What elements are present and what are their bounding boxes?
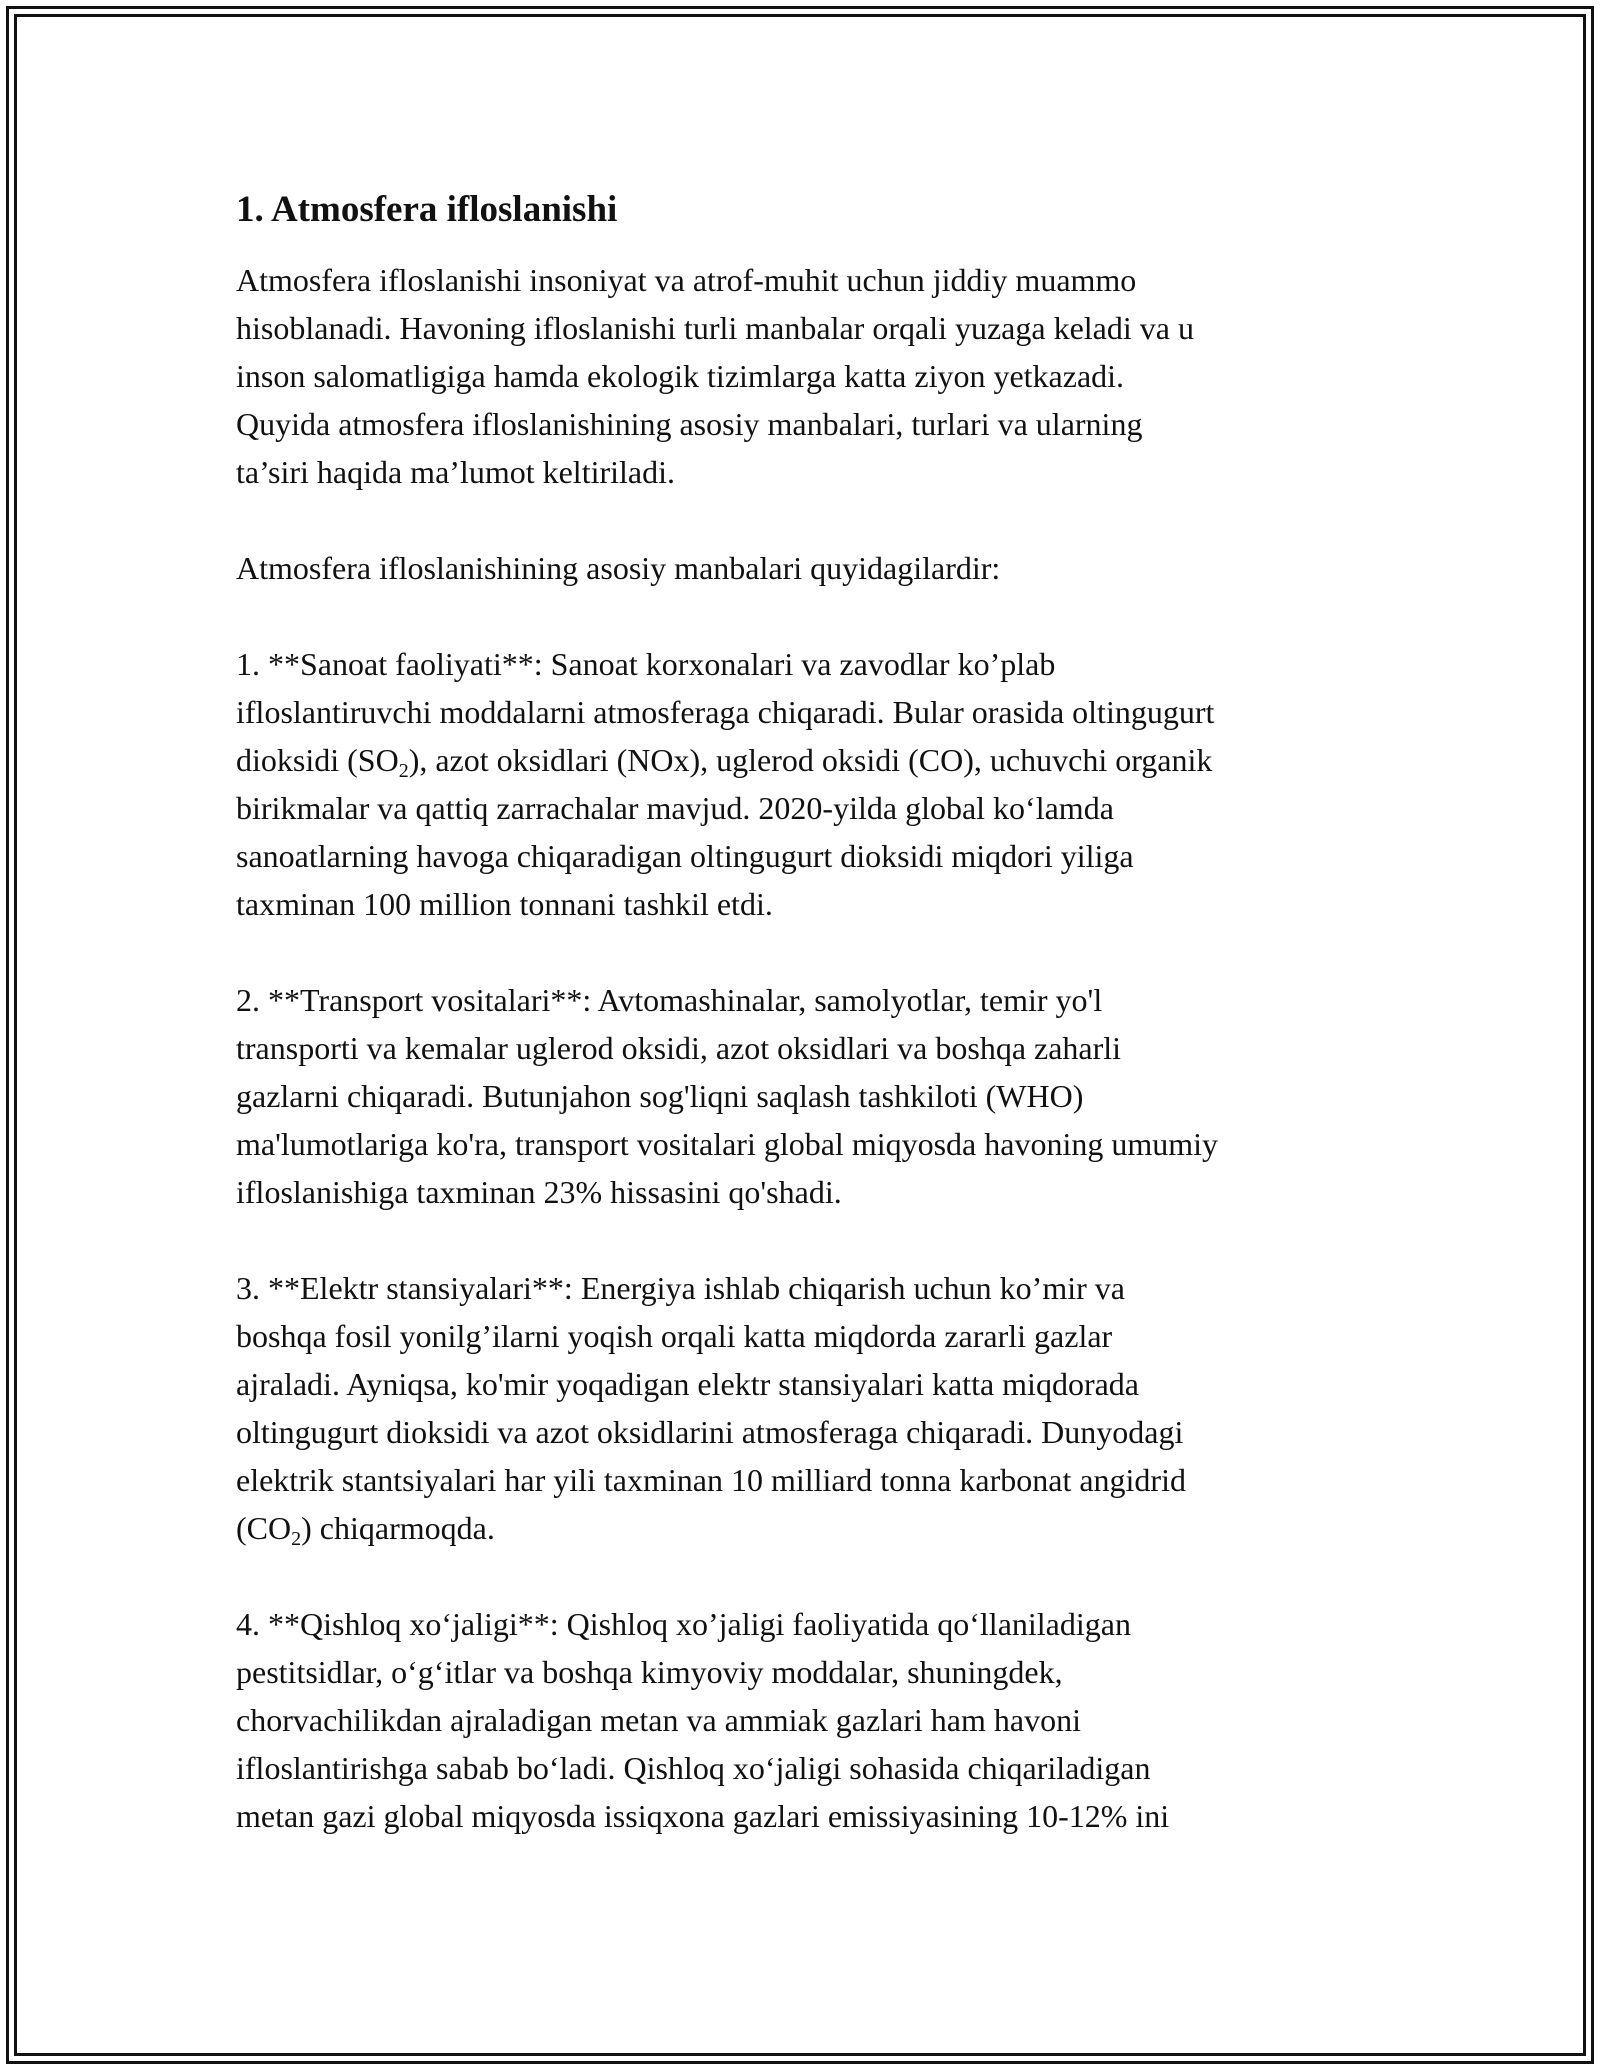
text-line: boshqa fosil yonilg’ilarni yoqish orqali katta miqdorda zararli gazlar [236, 1318, 1113, 1354]
text-line: hisoblanadi. Havoning ifloslanishi turli manbalar orqali yuzaga keladi va u [236, 310, 1194, 346]
text-line: ifloslanishiga taxminan 23% hissasini qo'shadi. [236, 1174, 842, 1210]
text-line: ifloslantiruvchi moddalarni atmosferaga chiqaradi. Bular orasida oltingugurt [236, 694, 1215, 730]
text-line: 4. **Qishloq xo‘jaligi**: Qishloq xo’jaligi faoliyatida qo‘llaniladigan [236, 1606, 1131, 1642]
text-line: transporti va kemalar uglerod oksidi, azot oksidlari va boshqa zaharli [236, 1030, 1122, 1066]
document-body [236, 186, 1366, 1888]
text-line: 2. **Transport vositalari**: Avtomashinalar, samolyotlar, temir yo'l [236, 982, 1103, 1018]
text-line: taxminan 100 million tonnani tashkil etdi. [236, 886, 773, 922]
text-fragment: ), azot oksidlari (NOx), uglerod oksidi (CO), uchuvchi organik [408, 742, 1213, 778]
list-item-industry [236, 640, 1366, 928]
text-line: Quyida atmosfera ifloslanishining asosiy manbalari, turlari va ularning [236, 406, 1143, 442]
text-line: metan gazi global miqyosda issiqxona gazlari emissiyasining 10-12% ini [236, 1798, 1170, 1834]
text-line: 1. **Sanoat faoliyati**: Sanoat korxonalari va zavodlar ko’plab [236, 646, 1056, 682]
text-line [236, 736, 1366, 784]
text-line: Atmosfera ifloslanishining asosiy manbalari quyidagilardir: [236, 550, 1001, 586]
text-line: ajraladi. Ayniqsa, ko'mir yoqadigan elektr stansiyalari katta miqdorada [236, 1366, 1139, 1402]
list-item-transport [236, 976, 1366, 1216]
subscript: 2 [291, 1528, 302, 1550]
text-line: ifloslantirishga sabab bo‘ladi. Qishloq xo‘jaligi sohasida chiqariladigan [236, 1750, 1151, 1786]
text-fragment: (CO [236, 1510, 292, 1546]
text-line: Atmosfera ifloslanishi insoniyat va atrof-muhit uchun jiddiy muammo [236, 262, 1137, 298]
text-line: chorvachilikdan ajraladigan metan va ammiak gazlari ham havoni [236, 1702, 1081, 1738]
sources-intro-paragraph [236, 544, 1366, 592]
text-line: elektrik stantsiyalari har yili taxminan 10 milliard tonna karbonat angidrid [236, 1462, 1186, 1498]
text-line: oltingugurt dioksidi va azot oksidlarini atmosferaga chiqaradi. Dunyodagi [236, 1414, 1184, 1450]
subscript: 2 [398, 760, 409, 782]
text-line [236, 1504, 1366, 1552]
text-fragment: dioksidi (SO [236, 742, 399, 778]
text-line: inson salomatligiga hamda ekologik tizimlarga katta ziyon yetkazadi. [236, 358, 1125, 394]
list-item-agriculture [236, 1600, 1366, 1840]
text-line: ta’siri haqida ma’lumot keltiriladi. [236, 454, 675, 490]
list-item-power-plants [236, 1264, 1366, 1552]
intro-paragraph [236, 256, 1366, 496]
text-line: ma'lumotlariga ko'ra, transport vositalari global miqyosda havoning umumiy [236, 1126, 1219, 1162]
section-heading: 1. Atmosfera ifloslanishi [236, 189, 618, 230]
text-line: sanoatlarning havoga chiqaradigan oltingugurt dioksidi miqdori yiliga [236, 838, 1134, 874]
text-line: pestitsidlar, o‘g‘itlar va boshqa kimyoviy moddalar, shuningdek, [236, 1654, 1063, 1690]
text-fragment: ) chiqarmoqda. [301, 1510, 495, 1546]
text-line: 3. **Elektr stansiyalari**: Energiya ishlab chiqarish uchun ko’mir va [236, 1270, 1125, 1306]
text-line: gazlarni chiqaradi. Butunjahon sog'liqni saqlash tashkiloti (WHO) [236, 1078, 1084, 1114]
text-line: birikmalar va qattiq zarrachalar mavjud. 2020-yilda global ko‘lamda [236, 790, 1114, 826]
